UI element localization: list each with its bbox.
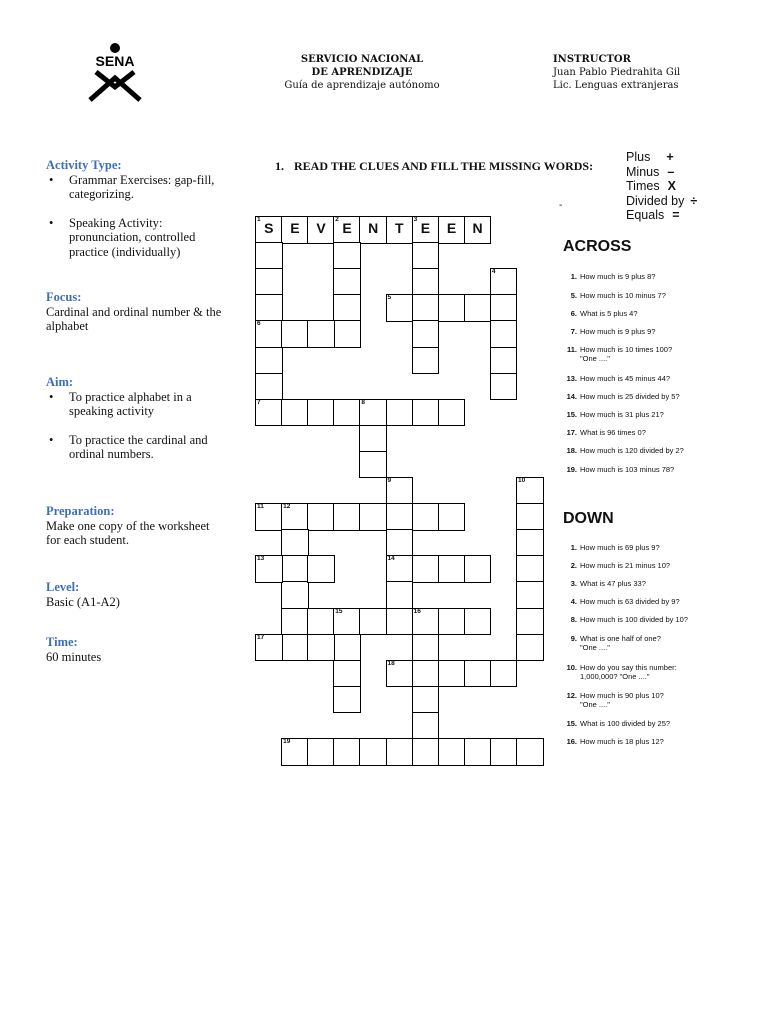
clue-text: How much is 69 plus 9? bbox=[580, 543, 660, 552]
crossword-cell[interactable] bbox=[333, 608, 361, 636]
cell-number: 17 bbox=[257, 633, 265, 641]
crossword-cell[interactable] bbox=[386, 529, 414, 557]
crossword-cell[interactable] bbox=[255, 503, 283, 531]
crossword-cell[interactable] bbox=[307, 503, 335, 531]
crossword-cell[interactable] bbox=[516, 555, 544, 583]
crossword-cell[interactable] bbox=[359, 399, 387, 427]
clue-text: What is one half of one? "One ...." bbox=[580, 634, 661, 652]
operator-word: Plus bbox=[626, 150, 651, 164]
times-icon: X bbox=[667, 179, 676, 193]
crossword-cell[interactable] bbox=[359, 216, 387, 244]
crossword-cell[interactable] bbox=[307, 634, 335, 662]
preparation-section bbox=[46, 504, 226, 548]
crossword-cell[interactable] bbox=[333, 320, 361, 348]
org-line-3: Guía de aprendizaje autónomo bbox=[284, 80, 440, 91]
instructor-header bbox=[553, 53, 743, 92]
cell-number: 13 bbox=[257, 555, 265, 563]
cell-letter: E bbox=[446, 220, 457, 236]
crossword-cell[interactable] bbox=[307, 738, 335, 766]
crossword-cell[interactable] bbox=[386, 294, 414, 322]
clue-item bbox=[563, 327, 655, 336]
crossword-cell[interactable] bbox=[255, 347, 283, 375]
clue-number: 12. bbox=[566, 691, 577, 700]
crossword-cell[interactable] bbox=[307, 555, 335, 583]
crossword-cell[interactable] bbox=[386, 555, 414, 583]
crossword-cell[interactable] bbox=[386, 581, 414, 609]
clue-number: 9. bbox=[570, 634, 577, 643]
crossword-cell[interactable] bbox=[412, 242, 440, 270]
plus-icon: + bbox=[666, 150, 674, 164]
cell-number: 6 bbox=[257, 320, 261, 328]
sena-logo bbox=[82, 42, 148, 102]
clue-text: How much is 100 divided by 10? bbox=[580, 615, 688, 624]
activity-type-item: • Speaking Activity: pronunciation, controlled practice (individually) bbox=[46, 216, 226, 260]
crossword-cell[interactable] bbox=[255, 216, 283, 244]
crossword-cell[interactable] bbox=[281, 634, 309, 662]
crossword-cell[interactable] bbox=[281, 320, 309, 348]
crossword-cell[interactable] bbox=[412, 216, 440, 244]
clue-number: 16. bbox=[566, 737, 577, 746]
crossword-cell[interactable] bbox=[516, 477, 544, 505]
clue-number: 15. bbox=[566, 410, 577, 419]
clue-item bbox=[563, 543, 660, 552]
clue-number: 15. bbox=[566, 719, 577, 728]
crossword-cell[interactable] bbox=[281, 738, 309, 766]
clue-item bbox=[563, 345, 672, 363]
crossword-cell[interactable] bbox=[412, 294, 440, 322]
aim-section bbox=[46, 375, 226, 462]
clue-number: 5. bbox=[570, 291, 577, 300]
crossword-cell[interactable] bbox=[490, 320, 518, 348]
clue-item bbox=[563, 272, 655, 281]
instructor-label: INSTRUCTOR bbox=[553, 54, 631, 65]
level-text: Basic (A1-A2) bbox=[46, 594, 120, 609]
crossword-cell[interactable] bbox=[412, 268, 440, 296]
clue-text: How much is 45 minus 44? bbox=[580, 374, 671, 383]
crossword-cell[interactable] bbox=[438, 738, 466, 766]
crossword-cell[interactable] bbox=[412, 503, 440, 531]
clue-text: How do you say this number: 1,000,000? "One ...." bbox=[580, 663, 677, 681]
cell-letter: S bbox=[264, 220, 274, 236]
crossword-cell[interactable] bbox=[516, 608, 544, 636]
clue-text: What is 47 plus 33? bbox=[580, 579, 646, 588]
clue-number: 4. bbox=[570, 597, 577, 606]
cell-number: 5 bbox=[387, 294, 392, 302]
cell-letter: E bbox=[342, 220, 352, 236]
crossword-cell[interactable] bbox=[490, 347, 518, 375]
crossword-cell[interactable] bbox=[255, 268, 283, 296]
cell-number: 14 bbox=[387, 555, 395, 563]
cell-number: 10 bbox=[518, 477, 526, 484]
crossword-cell[interactable] bbox=[386, 660, 414, 688]
crossword-cell[interactable] bbox=[307, 399, 335, 427]
logo-text: SENA bbox=[95, 53, 135, 69]
crossword-cell[interactable] bbox=[412, 555, 440, 583]
cell-number: 9 bbox=[387, 477, 392, 484]
clue-number: 2. bbox=[570, 561, 577, 570]
cell-number: 4 bbox=[491, 268, 496, 276]
clue-item bbox=[563, 737, 664, 746]
clue-item bbox=[563, 615, 688, 624]
crossword-cell[interactable] bbox=[516, 529, 544, 557]
dash-mark: - bbox=[559, 200, 563, 211]
crossword-cell[interactable] bbox=[281, 581, 309, 609]
clue-text: What is 5 plus 4? bbox=[580, 309, 638, 318]
operator-row bbox=[626, 150, 697, 165]
clue-number: 10. bbox=[566, 663, 577, 672]
crossword-cell[interactable] bbox=[255, 634, 283, 662]
crossword-cell[interactable] bbox=[490, 738, 518, 766]
crossword-cell[interactable] bbox=[307, 216, 335, 244]
crossword-cell[interactable] bbox=[255, 242, 283, 270]
crossword-cell[interactable] bbox=[333, 268, 361, 296]
crossword-cell[interactable] bbox=[386, 738, 414, 766]
focus-text: Cardinal and ordinal number & the alphabet bbox=[46, 304, 222, 333]
cell-letter: N bbox=[368, 220, 379, 236]
operator-row bbox=[626, 165, 697, 180]
clue-text: How much is 10 minus 7? bbox=[580, 291, 666, 300]
crossword-cell[interactable] bbox=[464, 216, 492, 244]
clue-text: How much is 120 divided by 2? bbox=[580, 446, 684, 455]
crossword-cell[interactable] bbox=[255, 320, 283, 348]
crossword-cell[interactable] bbox=[438, 608, 466, 636]
crossword-cell[interactable] bbox=[359, 425, 387, 453]
operator-row bbox=[626, 194, 697, 209]
crossword-cell[interactable] bbox=[359, 451, 387, 479]
aim-item: • To practice alphabet in a speaking activity bbox=[46, 390, 226, 419]
crossword-cell[interactable] bbox=[281, 555, 309, 583]
cell-number: 3 bbox=[413, 216, 418, 223]
clue-item bbox=[563, 719, 670, 728]
crossword-cell[interactable] bbox=[281, 216, 309, 244]
cell-number: 12 bbox=[283, 503, 291, 511]
clue-number: 18. bbox=[566, 446, 577, 455]
cell-number: 8 bbox=[361, 398, 366, 406]
crossword-cell[interactable] bbox=[307, 608, 335, 636]
time-section bbox=[46, 635, 226, 664]
operator-word: Divided by bbox=[626, 193, 685, 208]
crossword-cell[interactable] bbox=[359, 503, 387, 531]
crossword-cell[interactable] bbox=[464, 555, 492, 583]
crossword-cell[interactable] bbox=[386, 399, 414, 427]
crossword-cell[interactable] bbox=[412, 660, 440, 688]
time-text: 60 minutes bbox=[46, 649, 102, 664]
clue-number: 13. bbox=[566, 374, 577, 383]
crossword-cell[interactable] bbox=[333, 660, 361, 688]
clue-number: 3. bbox=[570, 579, 577, 588]
operator-word: Equals bbox=[626, 208, 665, 222]
crossword-cell[interactable] bbox=[386, 216, 414, 244]
crossword-cell[interactable] bbox=[464, 738, 492, 766]
clue-number: 19. bbox=[566, 465, 577, 474]
crossword-cell[interactable] bbox=[333, 294, 361, 322]
clue-text: How much is 18 plus 12? bbox=[580, 737, 664, 746]
crossword-cell[interactable] bbox=[438, 660, 466, 688]
clue-text: How much is 103 minus 78? bbox=[580, 465, 675, 474]
clue-text: How much is 31 plus 21? bbox=[580, 410, 664, 419]
activity-type-item: • Grammar Exercises: gap-fill, categorizing. bbox=[46, 173, 226, 202]
clue-text: How much is 25 divided by 5? bbox=[580, 392, 680, 401]
clue-number: 1. bbox=[570, 543, 577, 552]
instructor-title: Lic. Lenguas extranjeras bbox=[553, 80, 679, 91]
crossword-cell[interactable] bbox=[412, 347, 440, 375]
aim-item: • To practice the cardinal and ordinal numbers. bbox=[46, 433, 226, 462]
crossword-cell[interactable] bbox=[464, 608, 492, 636]
clue-text: How much is 21 minus 10? bbox=[580, 561, 671, 570]
clue-item bbox=[563, 579, 646, 588]
crossword-cell[interactable] bbox=[490, 373, 518, 401]
clue-item bbox=[563, 428, 646, 437]
crossword-cell[interactable] bbox=[333, 216, 361, 244]
operator-row bbox=[626, 179, 697, 194]
crossword-cell[interactable] bbox=[333, 503, 361, 531]
clue-number: 17. bbox=[566, 428, 577, 437]
activity-type-heading: Activity Type: bbox=[46, 158, 122, 172]
cell-number: 15 bbox=[335, 607, 343, 615]
focus-heading: Focus: bbox=[46, 290, 82, 304]
cell-number: 18 bbox=[387, 659, 395, 667]
crossword-cell[interactable] bbox=[490, 294, 518, 322]
clue-item bbox=[563, 374, 670, 383]
crossword-cell[interactable] bbox=[438, 294, 466, 322]
organization-header bbox=[262, 53, 462, 92]
clue-item bbox=[563, 465, 674, 474]
clue-item bbox=[563, 291, 666, 300]
crossword-cell[interactable] bbox=[333, 242, 361, 270]
clue-number: 14. bbox=[566, 392, 577, 401]
crossword-cell[interactable] bbox=[438, 399, 466, 427]
crossword-cell[interactable] bbox=[333, 738, 361, 766]
clue-text: How much is 9 plus 9? bbox=[580, 327, 656, 336]
exercise-title bbox=[275, 159, 593, 174]
operator-word: Minus bbox=[626, 164, 660, 179]
crossword-cell[interactable] bbox=[464, 294, 492, 322]
cell-number: 7 bbox=[257, 398, 261, 406]
cell-letter: E bbox=[290, 220, 300, 236]
crossword-cell[interactable] bbox=[516, 738, 544, 766]
org-line-1: SERVICIO NACIONAL bbox=[300, 54, 424, 65]
cell-number: 11 bbox=[257, 503, 264, 511]
crossword-cell[interactable] bbox=[516, 634, 544, 662]
clue-item bbox=[563, 309, 638, 318]
crossword-cell[interactable] bbox=[281, 608, 309, 636]
operators-legend bbox=[626, 150, 697, 223]
clue-text: What is 96 times 0? bbox=[580, 428, 646, 437]
operator-row bbox=[626, 208, 697, 223]
crossword-cell[interactable] bbox=[412, 399, 440, 427]
divide-icon: ÷ bbox=[690, 193, 698, 208]
clue-number: 1. bbox=[570, 272, 577, 281]
clue-item bbox=[563, 561, 670, 570]
level-section bbox=[46, 580, 226, 609]
crossword-cell[interactable] bbox=[412, 738, 440, 766]
cell-number: 1 bbox=[257, 216, 261, 223]
crossword-cell[interactable] bbox=[412, 608, 440, 636]
clue-number: 7. bbox=[570, 327, 577, 336]
crossword-cell[interactable] bbox=[438, 216, 466, 244]
down-heading: DOWN bbox=[563, 510, 614, 527]
clue-item bbox=[563, 597, 680, 606]
crossword-cell[interactable] bbox=[412, 712, 440, 740]
preparation-heading: Preparation: bbox=[46, 504, 115, 518]
clue-text: How much is 10 times 100? "One ...." bbox=[580, 345, 673, 363]
crossword-cell[interactable] bbox=[386, 608, 414, 636]
across-heading: ACROSS bbox=[563, 238, 632, 255]
crossword-cell[interactable] bbox=[464, 660, 492, 688]
clue-text: How much is 63 divided by 9? bbox=[580, 597, 680, 606]
clue-number: 8. bbox=[570, 615, 577, 624]
exercise-number: 1. bbox=[275, 159, 284, 173]
cell-letter: V bbox=[316, 220, 326, 236]
org-line-2: DE APRENDIZAJE bbox=[311, 67, 413, 78]
crossword-cell[interactable] bbox=[333, 399, 361, 427]
clue-item bbox=[563, 691, 664, 709]
crossword-cell[interactable] bbox=[281, 503, 309, 531]
level-heading: Level: bbox=[46, 580, 80, 594]
cell-letter: N bbox=[472, 220, 483, 236]
crossword-cell[interactable] bbox=[412, 634, 440, 662]
cell-number: 19 bbox=[283, 738, 291, 745]
crossword-cell[interactable] bbox=[412, 320, 440, 348]
crossword-cell[interactable] bbox=[333, 686, 361, 714]
crossword-cell[interactable] bbox=[490, 268, 518, 296]
time-heading: Time: bbox=[46, 635, 78, 649]
crossword-cell[interactable] bbox=[255, 373, 283, 401]
operator-word: Times bbox=[626, 179, 660, 193]
cell-letter: E bbox=[420, 220, 431, 236]
equals-icon: = bbox=[672, 208, 680, 222]
crossword-cell[interactable] bbox=[307, 320, 335, 348]
clue-text: How much is 9 plus 8? bbox=[580, 272, 656, 281]
cell-number: 2 bbox=[335, 216, 339, 223]
crossword-cell[interactable] bbox=[255, 294, 283, 322]
clue-item bbox=[563, 410, 664, 419]
crossword-cell[interactable] bbox=[490, 660, 518, 688]
crossword-cell[interactable] bbox=[359, 608, 387, 636]
crossword-cell[interactable] bbox=[281, 529, 309, 557]
instructor-name: Juan Pablo Piedrahita Gil bbox=[553, 67, 681, 78]
cell-number: 16 bbox=[413, 607, 421, 615]
crossword-cell[interactable] bbox=[386, 477, 414, 505]
crossword-cell[interactable] bbox=[438, 503, 466, 531]
clue-text: How much is 90 plus 10? "One ...." bbox=[580, 691, 664, 709]
clue-item bbox=[563, 634, 661, 652]
exercise-instruction: READ THE CLUES AND FILL THE MISSING WORDS: bbox=[294, 159, 594, 173]
crossword-cell[interactable] bbox=[359, 738, 387, 766]
crossword-cell[interactable] bbox=[333, 634, 361, 662]
minus-icon: – bbox=[667, 164, 675, 179]
crossword-cell[interactable] bbox=[438, 555, 466, 583]
cell-letter: T bbox=[395, 220, 404, 236]
crossword-cell[interactable] bbox=[386, 503, 414, 531]
clue-item bbox=[563, 392, 680, 401]
crossword-cell[interactable] bbox=[255, 555, 283, 583]
crossword-cell[interactable] bbox=[281, 399, 309, 427]
crossword-cell[interactable] bbox=[516, 503, 544, 531]
clue-text: What is 100 divided by 25? bbox=[580, 719, 671, 728]
clue-item bbox=[563, 663, 677, 681]
activity-type-section bbox=[46, 158, 226, 259]
aim-heading: Aim: bbox=[46, 375, 74, 389]
clue-number: 11. bbox=[566, 345, 577, 354]
clue-number: 6. bbox=[570, 309, 577, 318]
clue-item bbox=[563, 446, 684, 455]
focus-section bbox=[46, 290, 226, 334]
crossword-cell[interactable] bbox=[412, 686, 440, 714]
crossword-cell[interactable] bbox=[516, 581, 544, 609]
crossword-cell[interactable] bbox=[255, 399, 283, 427]
preparation-text: Make one copy of the worksheet for each student. bbox=[46, 518, 210, 547]
